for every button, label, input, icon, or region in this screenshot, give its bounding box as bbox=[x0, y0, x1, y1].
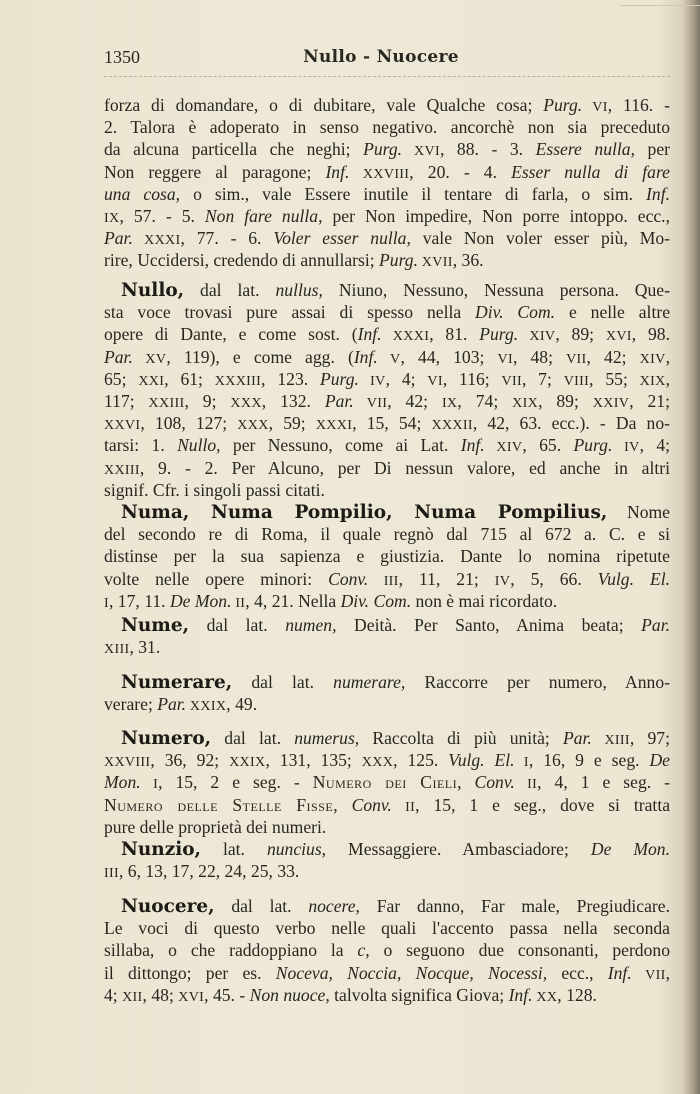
roman-numeral: XXIX bbox=[186, 698, 227, 715]
roman-numeral: VI bbox=[497, 350, 513, 367]
text-line bbox=[104, 301, 670, 323]
roman-numeral: IX bbox=[104, 209, 120, 226]
text: Raccorre per numero, Anno- bbox=[405, 672, 670, 692]
text: , 119), e come agg. ( bbox=[166, 346, 354, 367]
text: , 9; bbox=[184, 390, 231, 411]
text: , 21; bbox=[629, 390, 670, 411]
text: , 98. bbox=[631, 324, 670, 345]
italic-text: Par. bbox=[324, 390, 354, 411]
roman-numeral: III bbox=[368, 572, 399, 589]
text: sta voce trovasi pure assai di spesso nella bbox=[104, 302, 476, 323]
text: dal lat. bbox=[232, 672, 334, 692]
roman-numeral: VIII bbox=[563, 372, 590, 389]
small-caps-heading: Numero dei Cieli bbox=[312, 772, 458, 793]
text: pure delle proprietà dei numeri. bbox=[104, 816, 327, 837]
roman-numeral: XXVIII bbox=[104, 754, 151, 771]
text: , 74; bbox=[457, 390, 513, 411]
roman-numeral: IV bbox=[494, 572, 511, 589]
text: ecc., bbox=[547, 962, 608, 983]
text: lat. bbox=[201, 839, 267, 859]
italic-text: Inf. bbox=[508, 984, 533, 1005]
roman-numeral: II bbox=[514, 776, 538, 793]
roman-numeral: XVI bbox=[402, 143, 440, 160]
italic-text: Inf. bbox=[607, 962, 632, 983]
text: , 125. bbox=[393, 750, 449, 771]
text-line bbox=[104, 479, 670, 501]
headword: Nullo, bbox=[121, 280, 185, 301]
text: , 131, 135; bbox=[265, 750, 362, 771]
text-line bbox=[104, 249, 670, 271]
italic-text: Non fare nulla, bbox=[204, 205, 323, 226]
text: del secondo re di Roma, il quale regnò dal 715 al 672 a. C. e si bbox=[104, 524, 670, 545]
italic-text: Par. bbox=[104, 228, 133, 249]
roman-numeral: III bbox=[104, 865, 119, 882]
text: , 17, 11. bbox=[109, 590, 170, 611]
edge-line bbox=[620, 5, 700, 6]
text-line bbox=[104, 568, 670, 590]
roman-numeral: XXI bbox=[138, 372, 165, 389]
roman-numeral: XIX bbox=[639, 372, 666, 389]
roman-numeral: VII bbox=[353, 394, 388, 411]
text: , 36, 92; bbox=[150, 750, 230, 771]
text: , 61; bbox=[164, 368, 215, 389]
text: , bbox=[665, 346, 670, 367]
roman-numeral: VI bbox=[582, 99, 608, 115]
text: , 4; bbox=[639, 435, 671, 456]
text: Far danno, Far male, Pregiudicare. bbox=[359, 896, 670, 916]
italic-text: una cosa, bbox=[104, 183, 181, 204]
roman-numeral: XVI bbox=[178, 988, 205, 1005]
headword: Nunzio, bbox=[121, 839, 201, 860]
text: dal lat. bbox=[189, 615, 286, 635]
text: dal lat. bbox=[214, 896, 309, 916]
italic-text: c, bbox=[357, 940, 370, 961]
roman-numeral: V bbox=[377, 350, 401, 367]
small-caps-heading: Numero delle Stelle Fisse bbox=[104, 794, 334, 815]
roman-numeral: XIX bbox=[512, 394, 539, 411]
roman-numeral: XXXI bbox=[315, 417, 353, 434]
text-line bbox=[104, 368, 670, 390]
text: 2. Talora è adoperato in senso negativo. ancorchè non sia preceduto bbox=[104, 117, 670, 138]
text: dal lat. bbox=[211, 728, 295, 748]
text-line bbox=[104, 860, 670, 882]
text-line bbox=[104, 457, 670, 479]
headword: Numero, bbox=[121, 728, 212, 749]
text: 4; bbox=[104, 984, 123, 1005]
text-line bbox=[104, 816, 670, 838]
text: , 5, 66. bbox=[510, 568, 598, 589]
text: , 42, 63. ecc.). - Da no- bbox=[472, 413, 670, 434]
text: Le voci di questo verbo nelle quali l'accento passa nella seconda bbox=[104, 918, 670, 939]
text: , 128. bbox=[557, 984, 597, 1005]
text: , 59; bbox=[268, 413, 316, 434]
roman-numeral: XXIV bbox=[592, 394, 630, 411]
italic-text: De Mon. bbox=[590, 839, 670, 859]
headword: Numerare, bbox=[121, 672, 233, 693]
roman-numeral: XXX bbox=[361, 754, 394, 771]
italic-text: Vulg. El. bbox=[448, 750, 515, 771]
text: , 11, 21; bbox=[398, 568, 495, 589]
text-line bbox=[104, 984, 670, 1006]
italic-text: Par. bbox=[562, 728, 592, 748]
entry-numa bbox=[104, 501, 670, 612]
text: volte nelle opere minori: bbox=[104, 568, 329, 589]
italic-text: Mon. bbox=[104, 772, 141, 793]
header-rule bbox=[104, 76, 670, 77]
text: , 9. - 2. Per Alcuno, per Di nessun valore, ed anche in altri bbox=[139, 457, 670, 478]
italic-text: nocere, bbox=[308, 896, 360, 916]
text: , 77. - 6. bbox=[180, 228, 274, 249]
text: forza di domandare, o di dubitare, vale Qualche cosa; bbox=[104, 95, 544, 115]
text: , 55; bbox=[589, 368, 640, 389]
entry-nume bbox=[104, 614, 670, 658]
text: e nelle altre bbox=[555, 302, 671, 323]
italic-text: Par. bbox=[104, 346, 133, 367]
text: , 7; bbox=[521, 368, 564, 389]
headword: Nuocere, bbox=[121, 896, 215, 917]
text: , 16, 9 e seg. bbox=[528, 750, 650, 771]
text: , 42; bbox=[586, 346, 640, 367]
roman-numeral: XIV bbox=[484, 439, 523, 456]
roman-numeral: XXIII bbox=[148, 394, 185, 411]
roman-numeral: XIV bbox=[518, 328, 556, 345]
text: per Nessuno, come ai Lat. bbox=[220, 435, 461, 456]
text-line bbox=[104, 138, 670, 160]
italic-text: Inf. bbox=[357, 324, 382, 345]
text-line bbox=[104, 693, 670, 715]
roman-numeral: IV bbox=[612, 439, 640, 456]
roman-numeral: XII bbox=[122, 988, 143, 1005]
text: , bbox=[457, 772, 475, 793]
text-line bbox=[104, 749, 670, 771]
text-line bbox=[104, 895, 670, 917]
italic-text: numerus, bbox=[294, 728, 360, 748]
entry-nulla-continuation bbox=[104, 94, 670, 272]
text-line bbox=[104, 323, 670, 345]
text-line bbox=[104, 590, 670, 612]
text-line bbox=[104, 94, 670, 116]
roman-numeral: VI bbox=[427, 372, 443, 389]
roman-numeral: XX bbox=[532, 988, 558, 1005]
text: 117; bbox=[104, 390, 149, 411]
italic-text: Purg. bbox=[379, 250, 418, 271]
text-line bbox=[104, 771, 670, 793]
page-number: 1350 bbox=[104, 47, 140, 67]
text-line bbox=[104, 412, 670, 434]
text-line bbox=[104, 962, 670, 984]
text: Deità. Per Santo, Anima beata; bbox=[336, 615, 642, 635]
text: sillaba, o che raddoppiano la bbox=[104, 940, 358, 961]
text-line bbox=[104, 161, 670, 183]
text: , 48; bbox=[142, 984, 179, 1005]
roman-numeral: XV bbox=[132, 350, 167, 367]
roman-numeral: XIII bbox=[104, 641, 130, 658]
roman-numeral: XVI bbox=[605, 328, 632, 345]
entry-numerare bbox=[104, 671, 670, 715]
text-line bbox=[104, 636, 670, 658]
italic-text: Purg. bbox=[479, 324, 519, 345]
text: dal lat. bbox=[184, 280, 276, 300]
roman-numeral: XXXI bbox=[381, 328, 430, 345]
text: , bbox=[665, 368, 670, 389]
roman-numeral: VII bbox=[631, 966, 666, 983]
text: per bbox=[634, 139, 670, 160]
roman-numeral: XXVIII bbox=[349, 165, 410, 182]
italic-text: Purg. bbox=[573, 435, 613, 456]
roman-numeral: II bbox=[391, 798, 416, 815]
headword: Numa, Numa Pompilio, Numa Pompilius, bbox=[121, 502, 608, 523]
italic-text: nullus, bbox=[275, 280, 323, 300]
text-line bbox=[104, 390, 670, 412]
roman-numeral: XXVI bbox=[104, 417, 141, 434]
text-line bbox=[104, 917, 670, 939]
text: Non reggere al paragone; bbox=[104, 161, 326, 182]
italic-text: Noceva, Noccia, Nocque, Nocessi, bbox=[275, 962, 548, 983]
text: , 4; bbox=[385, 368, 428, 389]
roman-numeral: I bbox=[140, 776, 159, 793]
text: , 44, 103; bbox=[400, 346, 498, 367]
text: , bbox=[333, 794, 352, 815]
roman-numeral: XIII bbox=[591, 732, 630, 748]
text: opere di Dante, e come sost. ( bbox=[104, 324, 358, 345]
italic-text: Esser nulla di fare bbox=[511, 161, 670, 182]
text: per Non impedire, Non porre intoppo. ecc., bbox=[322, 205, 670, 226]
text: , 116. - bbox=[607, 95, 670, 115]
headword: Nume, bbox=[121, 615, 190, 636]
italic-text: Inf. bbox=[460, 435, 485, 456]
roman-numeral: XIV bbox=[639, 350, 666, 367]
text-line bbox=[104, 279, 670, 301]
text-line bbox=[104, 183, 670, 205]
entry-numero bbox=[104, 727, 670, 838]
running-title: Nullo - Nuocere bbox=[303, 47, 459, 67]
italic-text: Purg. bbox=[543, 95, 583, 115]
roman-numeral: II bbox=[231, 594, 246, 611]
italic-text: Inf. bbox=[353, 346, 378, 367]
roman-numeral: XXIII bbox=[104, 461, 140, 478]
text: , 4, 1 e seg. - bbox=[537, 772, 671, 793]
text: , 15, 2 e seg. - bbox=[158, 772, 313, 793]
roman-numeral: XVII bbox=[417, 254, 453, 271]
roman-numeral: IX bbox=[441, 394, 458, 411]
roman-numeral: I bbox=[514, 754, 529, 771]
italic-text: Inf. bbox=[325, 161, 350, 182]
text: , 57. - 5. bbox=[119, 205, 205, 226]
text: , 88. - 3. bbox=[439, 139, 536, 160]
text: , 97; bbox=[629, 728, 670, 748]
text: , 49. bbox=[226, 694, 258, 715]
text: , bbox=[665, 962, 670, 983]
italic-text: De Mon. bbox=[169, 590, 232, 611]
text: , 31. bbox=[129, 637, 161, 658]
text: Messaggiere. Ambasciadore; bbox=[326, 839, 591, 859]
text: , 45. - bbox=[204, 984, 250, 1005]
text: , 123. bbox=[261, 368, 320, 389]
text-line bbox=[104, 346, 670, 368]
text-line bbox=[104, 434, 670, 456]
roman-numeral: IV bbox=[358, 372, 386, 389]
italic-text: Conv. bbox=[351, 794, 392, 815]
text: o seguono due consonanti, perdono bbox=[369, 940, 670, 961]
text: , 15, 1 e seg., dove si tratta bbox=[415, 794, 671, 815]
italic-text: Par. bbox=[641, 615, 670, 635]
text-line bbox=[104, 545, 670, 567]
roman-numeral: XXXIII bbox=[214, 372, 262, 389]
text: , 89; bbox=[538, 390, 593, 411]
text: , 15, 54; bbox=[352, 413, 432, 434]
text: , 6, 13, 17, 22, 24, 25, 33. bbox=[118, 861, 300, 882]
italic-text: Div. Com. bbox=[475, 302, 556, 323]
text: tarsi: 1. bbox=[104, 435, 178, 456]
italic-text: Conv. bbox=[474, 772, 515, 793]
text-line bbox=[104, 727, 670, 749]
text-line bbox=[104, 614, 670, 636]
text-line bbox=[104, 227, 670, 249]
text: distinse per la sua sapienza e giustizia. Dante lo nomina ripetute bbox=[104, 546, 670, 567]
text: , 65. bbox=[522, 435, 574, 456]
italic-text: Div. Com. bbox=[340, 590, 412, 611]
roman-numeral: I bbox=[104, 594, 109, 611]
text: verare; bbox=[104, 694, 158, 715]
italic-text: Inf. bbox=[646, 183, 670, 204]
roman-numeral: VII bbox=[566, 350, 587, 367]
text: , 36. bbox=[452, 250, 484, 271]
entry-nuocere bbox=[104, 895, 670, 1006]
roman-numeral: XXIX bbox=[229, 754, 266, 771]
italic-text: Nullo, bbox=[177, 435, 221, 456]
text-line bbox=[104, 794, 670, 816]
text-line bbox=[104, 116, 670, 138]
italic-text: Purg. bbox=[363, 139, 403, 160]
text: vale Non voler esser più, Mo- bbox=[410, 228, 670, 249]
italic-text: numerare, bbox=[333, 672, 406, 692]
italic-text: numen, bbox=[285, 615, 337, 635]
text: 65; bbox=[104, 368, 139, 389]
text: da alcuna particella che neghi; bbox=[104, 139, 364, 160]
text: non è mai ricordato. bbox=[411, 590, 558, 611]
text: , 48; bbox=[512, 346, 567, 367]
text: il dittongo; per es. bbox=[104, 962, 276, 983]
italic-text: Essere nulla, bbox=[535, 139, 635, 160]
text: o sim., vale Essere inutile il tentare di farla, o sim. bbox=[180, 183, 647, 204]
roman-numeral: XXX bbox=[230, 394, 262, 411]
text: Raccolta di più unità; bbox=[359, 728, 563, 748]
text: , 116; bbox=[442, 368, 502, 389]
italic-text: Par. bbox=[157, 694, 187, 715]
text: , 81. bbox=[429, 324, 480, 345]
text-line bbox=[104, 671, 670, 693]
text-line bbox=[104, 205, 670, 227]
italic-text: Conv. bbox=[328, 568, 369, 589]
text-line bbox=[104, 939, 670, 961]
text: talvolta significa Giova; bbox=[329, 984, 509, 1005]
italic-text: Non nuoce, bbox=[249, 984, 330, 1005]
entry-nullo bbox=[104, 279, 670, 501]
entry-nunzio bbox=[104, 838, 670, 882]
roman-numeral: XXXI bbox=[132, 232, 181, 249]
text: , 132. bbox=[261, 390, 325, 411]
italic-text: Vulg. El. bbox=[597, 568, 670, 589]
text: , 4, 21. Nella bbox=[245, 590, 341, 611]
text: Niuno, Nessuno, Nessuna persona. Que- bbox=[322, 280, 670, 300]
italic-text: Purg. bbox=[319, 368, 359, 389]
text: , 89; bbox=[555, 324, 606, 345]
text-line bbox=[104, 838, 670, 860]
roman-numeral: VII bbox=[501, 372, 522, 389]
text: signif. Cfr. i singoli passi citati. bbox=[104, 479, 325, 500]
italic-text: De bbox=[649, 750, 670, 771]
text-line bbox=[104, 523, 670, 545]
text: rire, Uccidersi, credendo di annullarsi; bbox=[104, 250, 380, 271]
italic-text: Voler esser nulla, bbox=[273, 228, 411, 249]
text: , 20. - 4. bbox=[409, 161, 512, 182]
text: , 108, 127; bbox=[140, 413, 238, 434]
roman-numeral: XXXII bbox=[431, 417, 473, 434]
text: Nome bbox=[607, 502, 670, 522]
text: , 42; bbox=[387, 390, 442, 411]
italic-text: nuncius, bbox=[266, 839, 327, 859]
text-line bbox=[104, 501, 670, 523]
roman-numeral: XXX bbox=[237, 417, 269, 434]
